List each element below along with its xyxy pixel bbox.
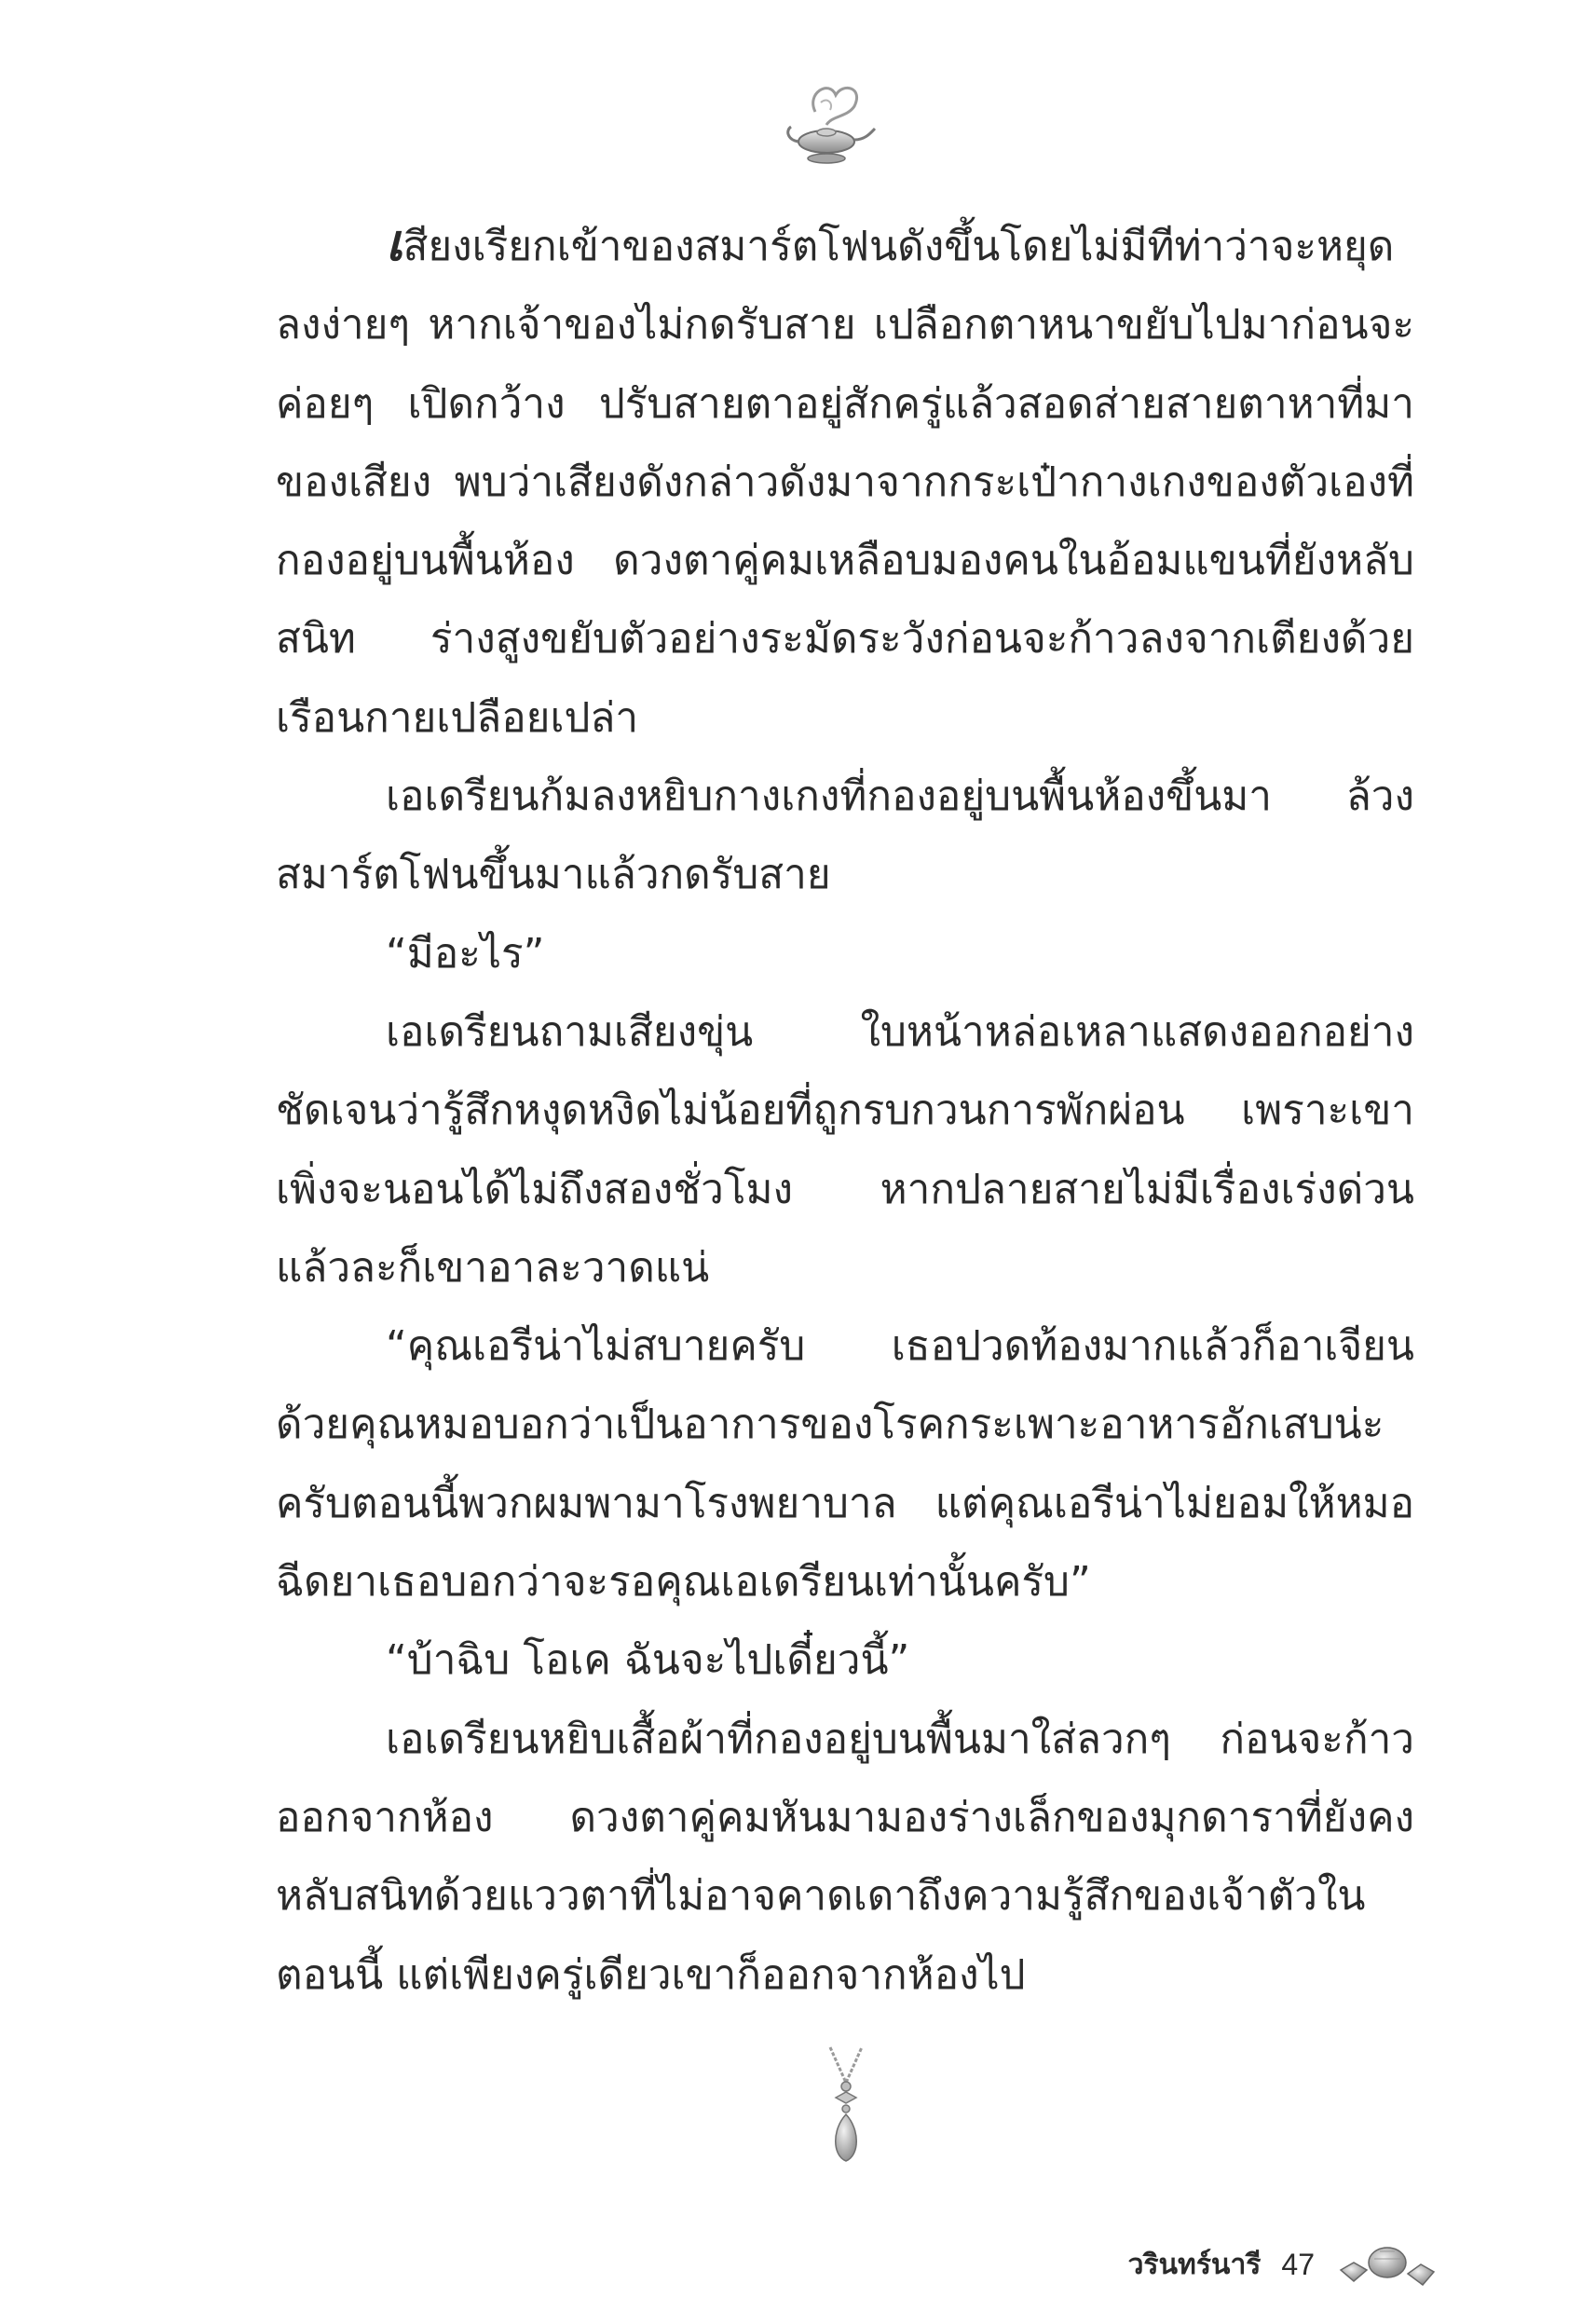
story-text bbox=[276, 203, 1414, 2015]
gemstones-icon bbox=[1335, 2238, 1438, 2290]
page-number: 47 bbox=[1281, 2247, 1315, 2281]
dialogue-line: “มีอะไร” bbox=[386, 929, 545, 978]
dialogue-line: “บ้าฉิบ โอเค ฉันจะไปเดี๋ยวนี้” bbox=[386, 1636, 910, 1685]
dialogue-line: “คุณเอรีน่าไม่สบายครับ เธอปวดท้องมากแล้วก็อาเจียนด้วยคุณหมอบอกว่าเป็นอาการของโรคกระเพาะอาหารอักเสบน่ะครับตอนนี้พวกผมพามาโรงพยาบาล แต่คุณเอรีน่าไม่ยอมให้หมอฉีดยาเธอบอกว่าจะรอคุณเอเดรียนเท่านั้นครับ” bbox=[276, 1322, 1414, 1607]
genie-lamp-icon bbox=[778, 75, 880, 177]
paragraph-text: สียงเรียกเข้าของสมาร์ตโฟนดังขึ้นโดยไม่มีทีท่าว่าจะหยุดลงง่ายๆ หากเจ้าของไม่กดรับสาย เปลือกตาหนาขยับไปมาก่อนจะค่อยๆ เปิดกว้าง ปรับสายตาอยู่สักครู่แล้วสอดส่ายสายตาหาที่มาของเสียง พบว่าเสียงดังกล่าวดังมาจากกระเป๋ากางเกงของตัวเองที่กองอยู่บนพื้นห้อง ดวงตาคู่คมเหลือบมองคนในอ้อมแขนที่ยังหลับสนิท ร่างสูงขยับตัวอย่างระมัดระวังก่อนจะก้าวลงจากเตียงด้วยเรือนกายเปลือยเปล่า bbox=[276, 223, 1414, 742]
paragraph: เอเดรียนถามเสียงขุ่น ใบหน้าหล่อเหลาแสดงออกอย่างชัดเจนว่ารู้สึกหงุดหงิดไม่น้อยที่ถูกรบกวนการพักผ่อน เพราะเขาเพิ่งจะนอนได้ไม่ถึงสองชั่วโมง หากปลายสายไม่มีเรื่องเร่งด่วนแล้วละก็เขาอาละวาดแน่ bbox=[276, 1007, 1414, 1292]
paragraph: เอเดรียนก้มลงหยิบกางเกงที่กองอยู่บนพื้นห้องขึ้นมา ล้วงสมาร์ตโฟนขึ้นมาแล้วกดรับสาย bbox=[276, 773, 1414, 899]
book-title: วรินทร์นารี bbox=[1127, 2248, 1262, 2281]
paragraph-opening bbox=[276, 203, 1414, 758]
page-footer bbox=[1128, 2236, 1438, 2292]
pendant-ornament-icon bbox=[825, 2045, 867, 2167]
drop-initial: เ bbox=[386, 212, 403, 272]
paragraph: เอเดรียนหยิบเสื้อผ้าที่กองอยู่บนพื้นมาใส่ลวกๆ ก่อนจะก้าวออกจากห้อง ดวงตาคู่คมหันมามองร่างเล็กของมุกดาราที่ยังคงหลับสนิทด้วยแววตาที่ไม่อาจคาดเดาถึงความรู้สึกของเจ้าตัวในตอนนี้ แต่เพียงครู่เดียวเขาก็ออกจากห้องไป bbox=[276, 1715, 1414, 1999]
